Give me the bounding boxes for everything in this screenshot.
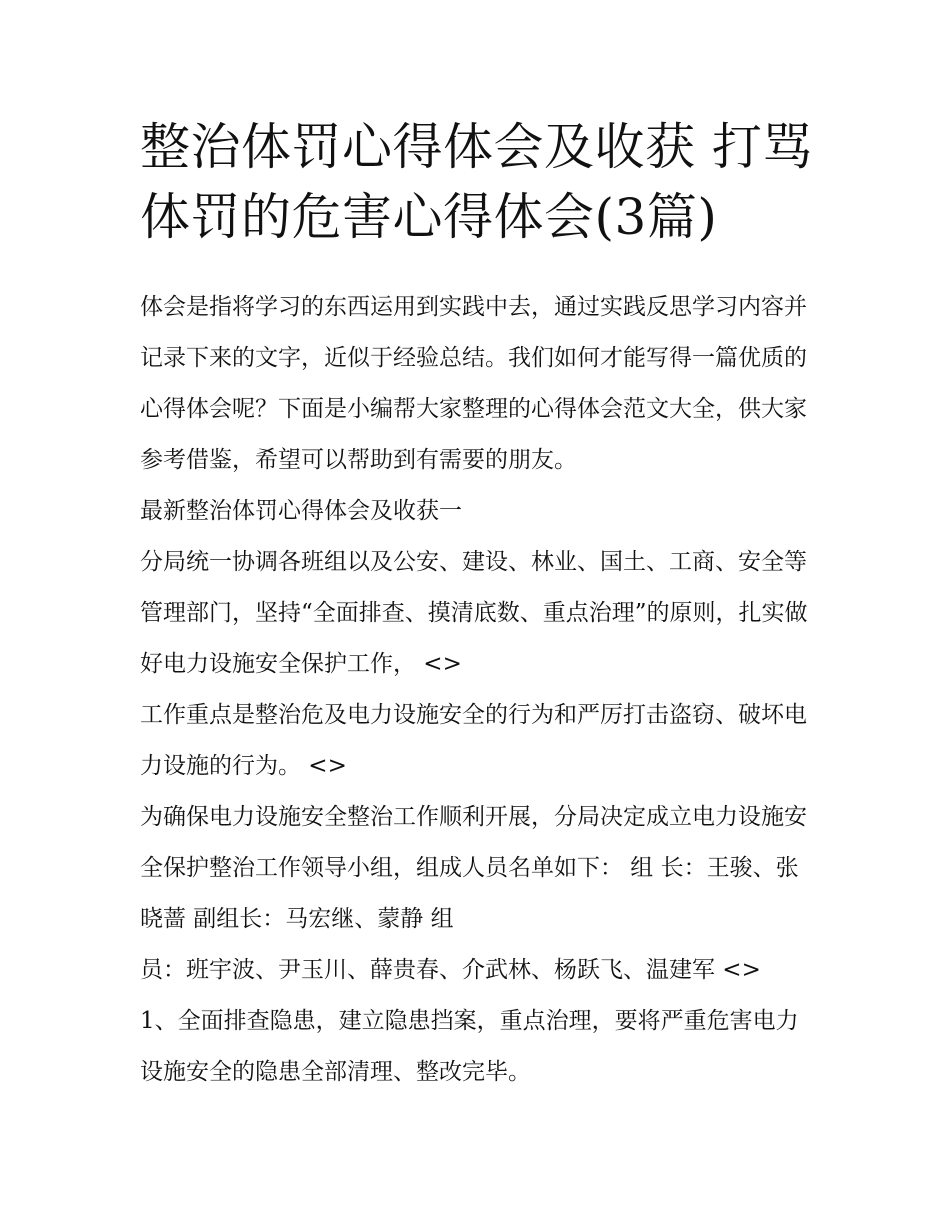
document-body [140,282,820,1098]
paragraph-item-1: 1、全面排查隐患，建立隐患挡案，重点治理，要将严重危害电力设施安全的隐患全部清理、整改完毕。 [140,1008,799,1085]
paragraph-leadership-group: 为确保电力设施安全整治工作顺利开展，分局决定成立电力设施安全保护整治工作领导小组，组成人员名单如下： 组 长：王骏、张晓蔷 副组长：马宏继、蒙静 组 [140,804,807,932]
paragraph-section-heading: 最新整治体罚心得体会及收获一 [140,498,462,524]
paragraph-members: 员：班宇波、尹玉川、薛贵春、介武林、杨跃飞、温建军 <> [140,957,761,983]
paragraph-intro: 体会是指将学习的东西运用到实践中去，通过实践反思学习内容并记录下来的文字，近似于经验总结。我们如何才能写得一篇优质的心得体会呢？下面是小编帮大家整理的心得体会范文大全，供大家参考借鉴，希望可以帮助到有需要的朋友。 [140,294,807,473]
document-title: 整治体罚心得体会及收获 打骂体罚的危害心得体会(3篇) [140,118,813,246]
paragraph-bureau-coordination: 分局统一协调各班组以及公安、建设、林业、国土、工商、安全等管理部门，坚持“全面排查、摸清底数、重点治理”的原则，扎实做好电力设施安全保护工作， <> [140,549,808,677]
paragraph-work-focus: 工作重点是整治危及电力设施安全的行为和严厉打击盗窃、破坏电力设施的行为。 <> [140,702,807,779]
